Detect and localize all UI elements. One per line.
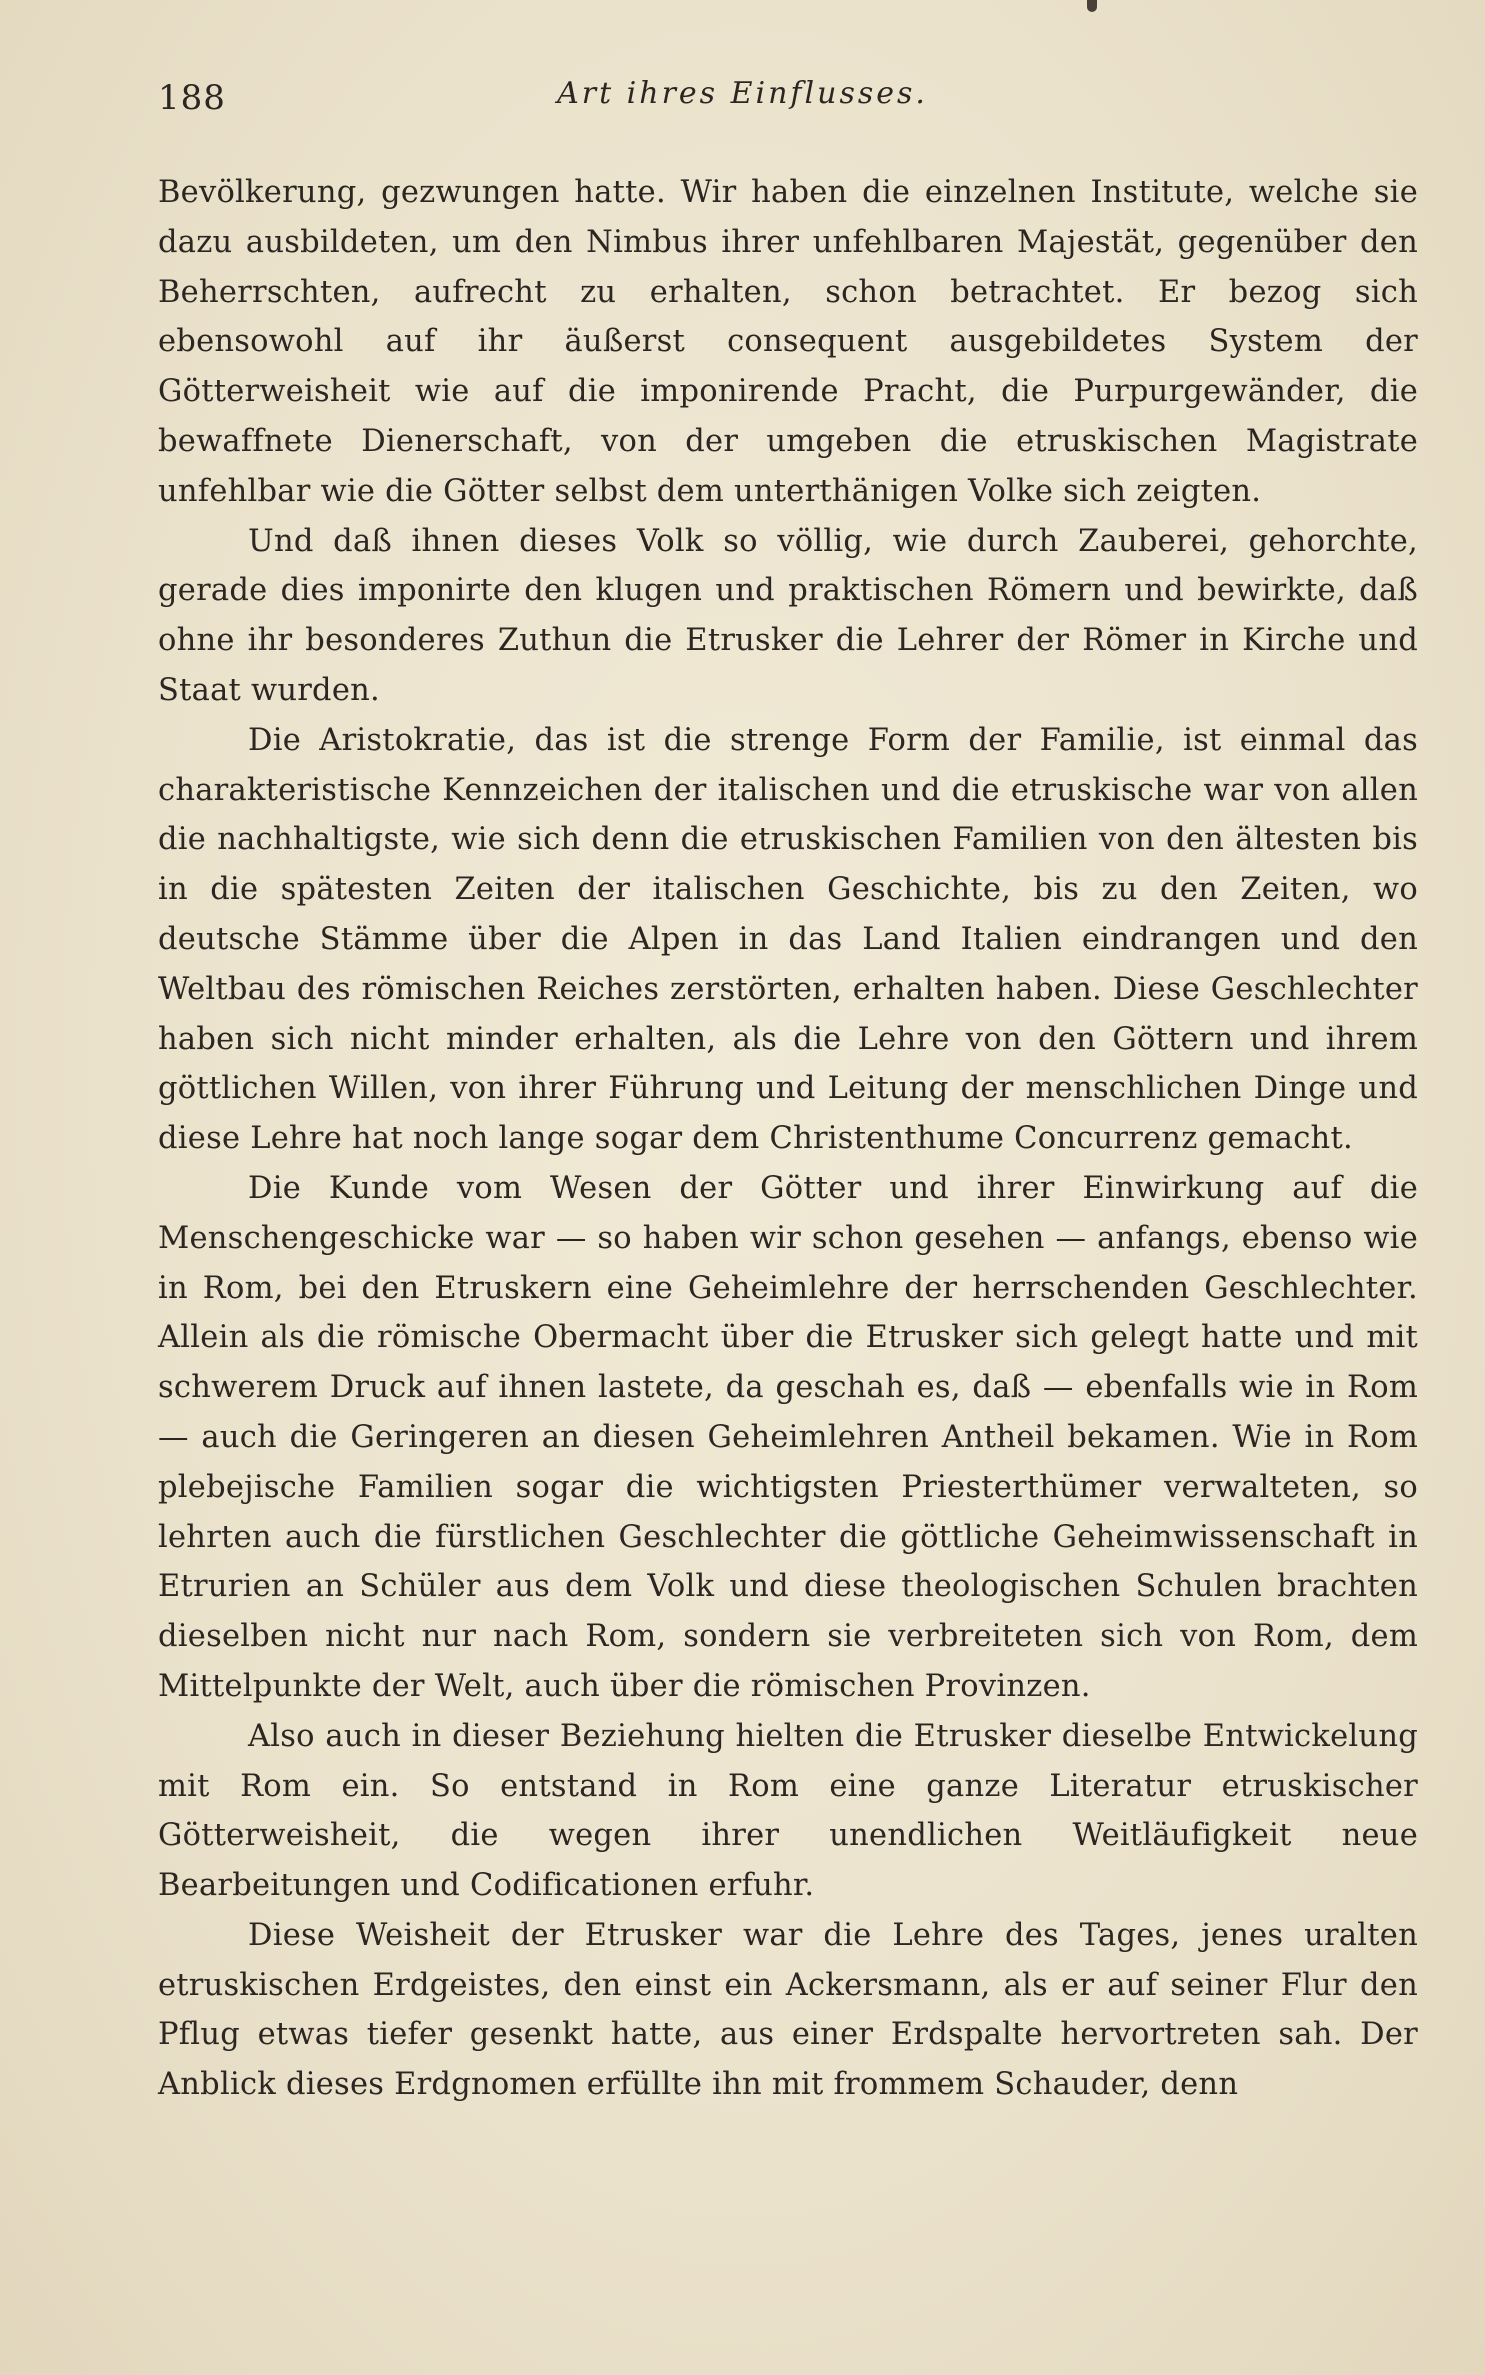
paragraph-5: Also auch in dieser Beziehung hielten die Etrusker dieselbe Entwickelung mit Rom ein. So entstand in Rom eine ganze Literatur etruskischer Götterweisheit, die wegen ihrer unendlichen Weitläufigkeit neue Bearbeitungen und Codificationen erfuhr.: [158, 1718, 1418, 1904]
page-number: 188: [158, 78, 226, 118]
paragraph-2: Und daß ihnen dieses Volk so völlig, wie durch Zauberei, gehorchte, gerade dies imponirte den klugen und praktischen Römern und bewirkte, daß ohne ihr besonderes Zuthun die Etrusker die Lehrer der Römer in Kirche und Staat wurden.: [158, 523, 1418, 708]
paragraph-4: Die Kunde vom Wesen der Götter und ihrer Einwirkung auf die Menschengeschicke war — so haben wir schon gesehen — anfangs, ebenso wie in Rom, bei den Etruskern eine Geheimlehre der herrschenden Geschlechter. Allein als die römische Obermacht über die Etrusker sich gelegt hatte und mit schwerem Druck auf ihnen lastete, da geschah es, daß — ebenfalls wie in Rom — auch die Geringeren an diesen Geheimlehren Antheil bekamen. Wie in Rom plebejische Familien sogar die wichtigsten Priesterthümer verwalteten, so lehrten auch die fürstlichen Geschlechter die göttliche Geheimwissenschaft in Etrurien an Schüler aus dem Volk und diese theologischen Schulen brachten dieselben nicht nur nach Rom, sondern sie verbreiteten sich von Rom, dem Mittelpunkte der Welt, auch über die römischen Provinzen.: [158, 1170, 1418, 1704]
paragraph-3: Die Aristokratie, das ist die strenge Form der Familie, ist einmal das charakteristische Kennzeichen der italischen und die etruskische war von allen die nachhaltigste, wie sich denn die etruskischen Familien von den ältesten bis in die spätesten Zeiten der italischen Geschichte, bis zu den Zeiten, wo deutsche Stämme über die Alpen in das Land Italien eindrangen und den Weltbau des römischen Reiches zerstörten, erhalten haben. Diese Geschlechter haben sich nicht minder erhalten, als die Lehre von den Göttern und ihrem göttlichen Willen, von ihrer Führung und Leitung der menschlichen Dinge und diese Lehre hat noch lange sogar dem Christenthume Concurrenz gemacht.: [158, 722, 1418, 1157]
paragraph-1: Bevölkerung, gezwungen hatte. Wir haben die einzelnen Institute, welche sie dazu ausbildeten, um den Nimbus ihrer unfehlbaren Majestät, gegenüber den Beherrschten, aufrecht zu erhalten, schon betrachtet. Er bezog sich ebensowohl auf ihr äußerst consequent ausgebildetes System der Götterweisheit wie auf die imponirende Pracht, die Purpurgewänder, die bewaffnete Dienerschaft, von der umgeben die etruskischen Magistrate unfehlbar wie die Götter selbst dem unterthänigen Volke sich zeigten.: [158, 175, 1418, 509]
ink-mark: [1087, 0, 1097, 12]
body-text: [158, 168, 1418, 2110]
running-title: Art ihres Einflusses.: [557, 76, 928, 111]
paragraph-6: Diese Weisheit der Etrusker war die Lehre des Tages, jenes uralten etruskischen Erdgeistes, den einst ein Ackersmann, als er auf seiner Flur den Pflug etwas tiefer gesenkt hatte, aus einer Erdspalte hervortreten sah. Der Anblick dieses Erdgnomen erfüllte ihn mit frommem Schauder, denn: [158, 1917, 1418, 2103]
